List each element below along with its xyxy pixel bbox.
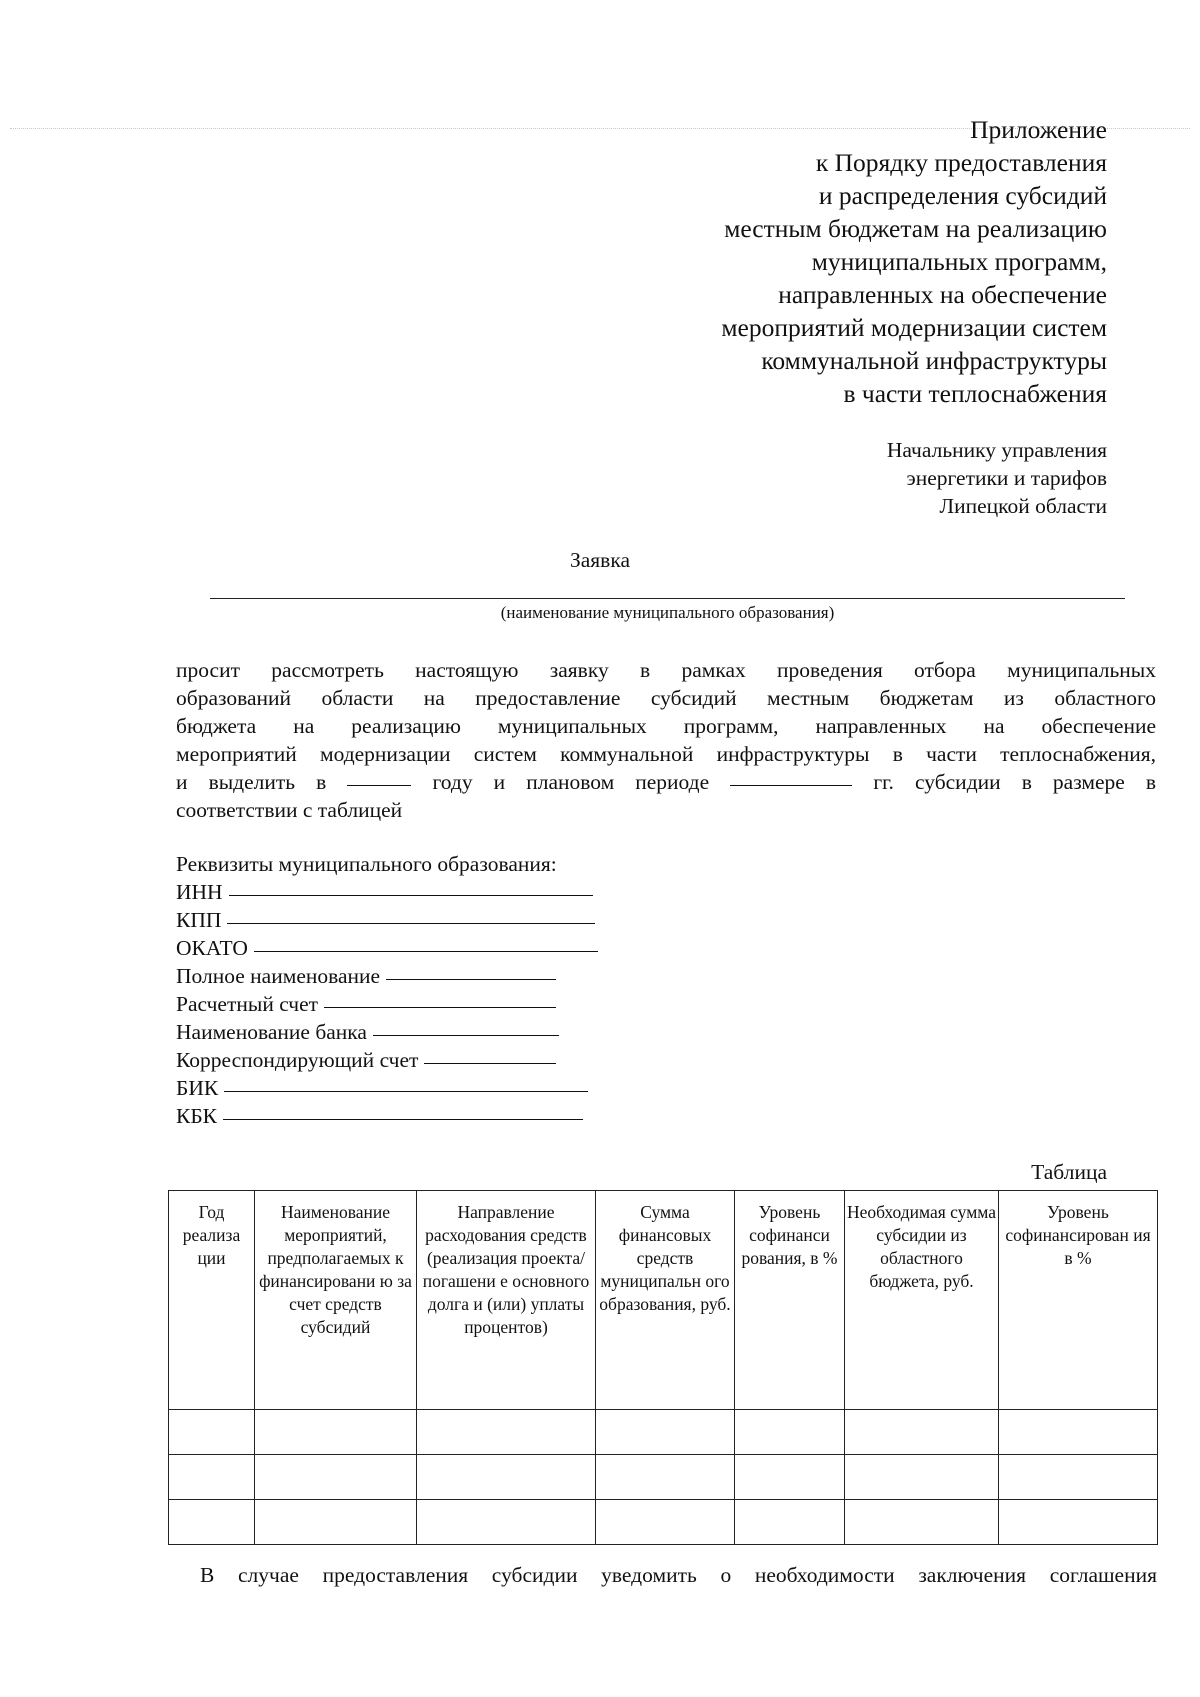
table-cell[interactable] — [845, 1455, 999, 1500]
request-line: бюджета на реализацию муниципальных программ, направленных на обеспечение — [176, 714, 1156, 738]
requisite-label: Наименование банка — [176, 1020, 367, 1044]
requisite-label: Расчетный счет — [176, 992, 319, 1016]
request-line-with-blanks — [176, 768, 1156, 796]
requisite-label: ИНН — [176, 880, 223, 904]
table-row — [169, 1455, 1158, 1500]
header-spending-direction: Направление расходования средств (реализация проекта/погашени е основного долга и (или) уплаты процентов) — [417, 1191, 596, 1410]
addressee-line: энергетики и тарифов — [906, 466, 1107, 490]
table-cell[interactable] — [735, 1500, 845, 1545]
requisite-blank — [386, 978, 556, 980]
request-paragraph — [176, 656, 1156, 824]
table-cell[interactable] — [596, 1500, 735, 1545]
table-cell[interactable] — [417, 1410, 596, 1455]
header-year: Год реализа ции — [169, 1191, 255, 1410]
year-blank — [347, 784, 411, 786]
requisite-blank — [229, 894, 593, 896]
table-cell[interactable] — [845, 1500, 999, 1545]
appendix-line: Приложение — [970, 115, 1107, 144]
appendix-header — [507, 113, 1107, 410]
table-caption: Таблица — [1031, 1160, 1107, 1184]
table-cell[interactable] — [596, 1410, 735, 1455]
table-header-row — [169, 1191, 1158, 1410]
requisite-label: КБК — [176, 1104, 218, 1128]
header-municipal-funds: Сумма финансовых средств муниципальн ого образования, руб. — [596, 1191, 735, 1410]
requisite-blank — [227, 922, 595, 924]
requisite-corr-account — [176, 1046, 598, 1074]
header-subsidy-amount: Необходимая сумма субсидии из областного бюджета, руб. — [845, 1191, 999, 1410]
requisite-kbk — [176, 1102, 598, 1130]
requisite-full-name — [176, 962, 598, 990]
municipality-name-line — [210, 598, 1125, 599]
appendix-line: муниципальных программ, — [811, 247, 1107, 276]
requisites-block — [176, 850, 598, 1130]
appendix-line: местным бюджетам на реализацию — [724, 214, 1107, 243]
requisite-label: ОКАТО — [176, 936, 248, 960]
table-cell[interactable] — [169, 1410, 255, 1455]
appendix-line: к Порядку предоставления — [815, 148, 1107, 177]
request-line: просит рассмотреть настоящую заявку в рамках проведения отбора муниципальных — [176, 658, 1156, 682]
requisite-blank — [223, 1118, 583, 1120]
appendix-line: и распределения субсидий — [818, 181, 1107, 210]
table-cell[interactable] — [845, 1410, 999, 1455]
requisite-okato — [176, 934, 598, 962]
table-cell[interactable] — [999, 1410, 1158, 1455]
requisite-blank — [373, 1034, 559, 1036]
requisite-blank — [254, 950, 598, 952]
requisite-label: Корреспондирующий счет — [176, 1048, 419, 1072]
table-cell[interactable] — [255, 1455, 417, 1500]
request-fragment: гг. субсидии в размере в — [873, 770, 1157, 794]
requisites-heading: Реквизиты муниципального образования: — [176, 852, 557, 876]
table-cell[interactable] — [417, 1500, 596, 1545]
requisite-blank — [224, 1090, 588, 1092]
appendix-line: мероприятий модернизации систем — [721, 313, 1107, 342]
closing-paragraph: В случае предоставления субсидии уведомить о необходимости заключения соглашения — [200, 1563, 1157, 1587]
table-cell[interactable] — [169, 1500, 255, 1545]
table-cell[interactable] — [417, 1455, 596, 1500]
table-cell[interactable] — [999, 1455, 1158, 1500]
requisite-bank-name — [176, 1018, 598, 1046]
request-fragment: и выделить в — [176, 770, 327, 794]
requisite-label: БИК — [176, 1076, 219, 1100]
table-cell[interactable] — [735, 1410, 845, 1455]
table-cell[interactable] — [255, 1410, 417, 1455]
table-cell[interactable] — [255, 1500, 417, 1545]
municipality-name-caption: (наименование муниципального образования) — [500, 603, 835, 622]
planning-period-blank — [730, 784, 852, 786]
subsidy-table — [168, 1190, 1158, 1545]
request-line: соответствии с таблицей — [176, 798, 403, 822]
request-line: мероприятий модернизации систем коммунальной инфраструктуры в части теплоснабжения, — [176, 742, 1156, 766]
table-row — [169, 1410, 1158, 1455]
requisite-account — [176, 990, 598, 1018]
header-activities: Наименование мероприятий, предполагаемых к финансировани ю за счет средств субсидий — [255, 1191, 417, 1410]
requisite-blank — [424, 1062, 556, 1064]
header-cofinancing-level: Уровень софинанси рования, в % — [735, 1191, 845, 1410]
document-title: Заявка — [569, 548, 631, 572]
table-cell[interactable] — [596, 1455, 735, 1500]
requisite-blank — [324, 1006, 556, 1008]
appendix-line: коммунальной инфраструктуры — [761, 346, 1107, 375]
table-cell[interactable] — [735, 1455, 845, 1500]
table-cell[interactable] — [169, 1455, 255, 1500]
table-row — [169, 1500, 1158, 1545]
requisite-label: КПП — [176, 908, 222, 932]
table-cell[interactable] — [999, 1500, 1158, 1545]
addressee-line: Липецкой области — [939, 494, 1107, 518]
addressee-block — [607, 436, 1107, 520]
requisite-inn — [176, 878, 598, 906]
appendix-line: направленных на обеспечение — [778, 280, 1107, 309]
appendix-line: в части теплоснабжения — [843, 379, 1107, 408]
request-fragment: году и плановом периоде — [432, 770, 710, 794]
request-line: образований области на предоставление субсидий местным бюджетам из областного — [176, 686, 1156, 710]
requisite-label: Полное наименование — [176, 964, 381, 988]
header-cofinancing-percent: Уровень софинансирован ия в % — [999, 1191, 1158, 1410]
requisite-kpp — [176, 906, 598, 934]
requisite-bik — [176, 1074, 598, 1102]
addressee-line: Начальнику управления — [886, 438, 1107, 462]
